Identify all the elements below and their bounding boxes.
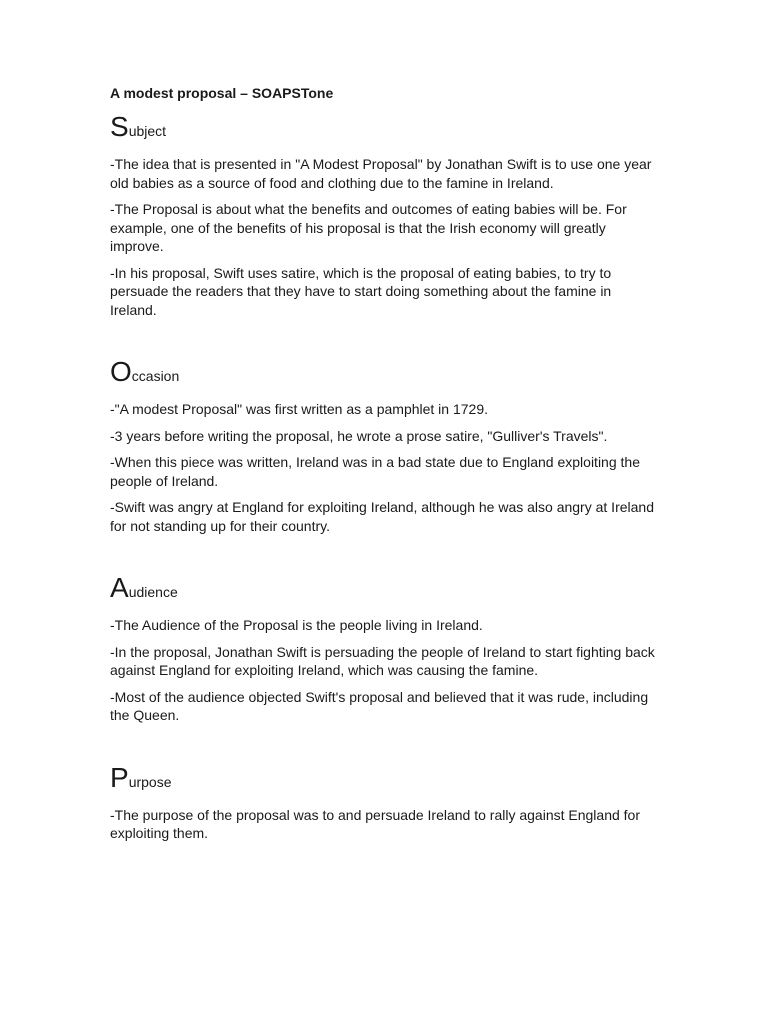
heading-rest: udience xyxy=(128,584,178,600)
heading-initial: S xyxy=(110,111,129,142)
section-heading-occasion xyxy=(110,357,660,392)
section-heading-audience xyxy=(110,573,660,608)
section-gap xyxy=(110,327,660,357)
section-occasion xyxy=(110,357,660,535)
paragraph: -3 years before writing the proposal, he wrote a prose satire, "Gulliver's Travels". xyxy=(110,427,608,444)
section-heading-purpose xyxy=(110,763,660,798)
paragraph: -Swift was angry at England for exploiting Ireland, although he was also angry at Ireland for not standing up for their country. xyxy=(110,499,654,534)
heading-initial: A xyxy=(110,572,129,603)
paragraph: -"A modest Proposal" was first written as a pamphlet in 1729. xyxy=(110,401,489,417)
document-title: A modest proposal – SOAPSTone xyxy=(110,85,334,101)
paragraph: -The Audience of the Proposal is the people living in Ireland. xyxy=(110,617,483,633)
section-gap xyxy=(110,733,660,763)
paragraph: -In the proposal, Jonathan Swift is persuading the people of Ireland to start fighting back against England for exploiting Ireland, which was causing the famine. xyxy=(110,643,655,678)
heading-rest: ccasion xyxy=(131,368,180,384)
paragraph: -The idea that is presented in "A Modest Proposal" by Jonathan Swift is to use one year old babies as a source of food and clothing due to the famine in Ireland. xyxy=(110,156,652,191)
heading-initial: O xyxy=(110,356,132,387)
heading-rest: urpose xyxy=(128,773,172,790)
paragraph: -When this piece was written, Ireland was in a bad state due to England exploiting the people of Ireland. xyxy=(110,454,640,489)
section-audience xyxy=(110,573,660,725)
heading-rest: ubject xyxy=(128,123,167,139)
paragraph: -The purpose of the proposal was to and persuade Ireland to rally against England for exploiting them. xyxy=(110,806,640,841)
document-content xyxy=(110,84,660,851)
heading-initial: P xyxy=(110,761,129,793)
paragraph: -Most of the audience objected Swift's proposal and believed that it was rude, including the Queen. xyxy=(110,688,649,723)
section-heading-subject xyxy=(110,112,660,147)
paragraph: -In his proposal, Swift uses satire, which is the proposal of eating babies, to try to persuade the readers that they have to start doing something about the famine in Ireland. xyxy=(110,264,612,318)
section-subject xyxy=(110,112,660,319)
section-purpose xyxy=(110,763,660,843)
paragraph: -The Proposal is about what the benefits and outcomes of eating babies will be. For example, one of the benefits of his proposal is that the Irish economy will greatly improve. xyxy=(110,201,627,254)
section-gap xyxy=(110,543,660,573)
